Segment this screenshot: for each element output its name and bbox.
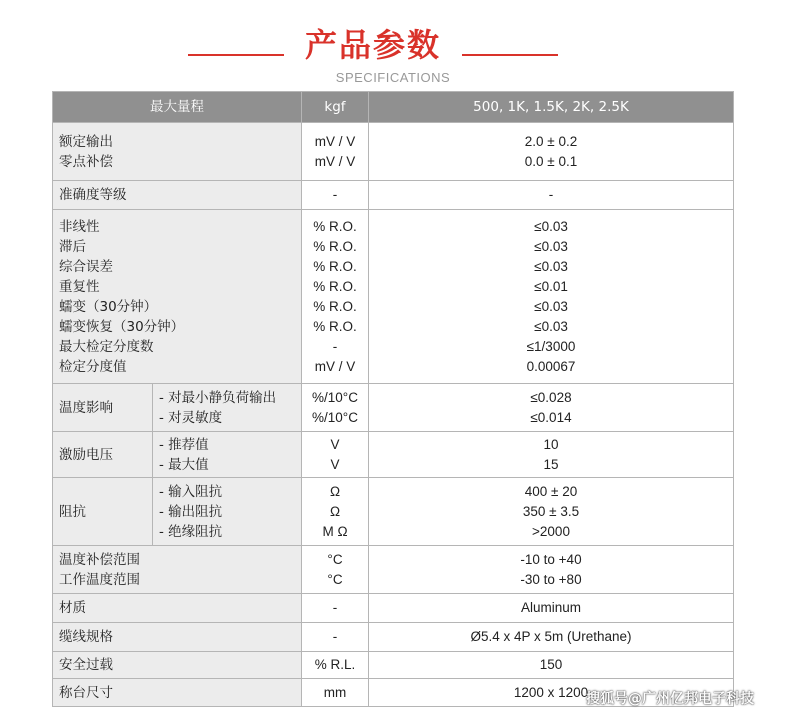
unit-cell: mV / V (314, 133, 356, 149)
unit-cell: % R.O. (313, 238, 357, 254)
row-value-impedance (369, 478, 734, 546)
unit-cell: Ω (329, 483, 341, 499)
unit-cell: - (302, 181, 369, 210)
unit-cell: °C (327, 571, 343, 587)
value-cell: ≤0.03 (534, 218, 568, 234)
table-row (53, 181, 734, 210)
value-cell: >2000 (532, 523, 570, 539)
sub-label: - 输入阻抗 (159, 483, 223, 500)
unit-cell: %/10°C (312, 409, 358, 425)
unit-cell: % R.O. (313, 258, 357, 274)
table-row (53, 384, 734, 432)
label-impedance: 阻抗 (53, 478, 153, 546)
unit-cell: mm (302, 679, 369, 707)
value-cell: ≤0.028 (530, 389, 572, 405)
watermark: 搜狐号@广州亿邦电子科技 (586, 691, 754, 707)
table-header-row (53, 92, 734, 123)
value-cell: 0.00067 (526, 358, 576, 374)
label-accuracy: 准确度等级 (53, 181, 302, 210)
row-value-output (369, 123, 734, 181)
value-cell: ≤0.03 (534, 258, 568, 274)
table-row (53, 123, 734, 181)
title-divider-right (462, 54, 558, 56)
unit-cell: % R.O. (313, 298, 357, 314)
value-cell: -10 to +40 (520, 551, 582, 567)
unit-cell: - (302, 623, 369, 652)
value-cell: ≤1/3000 (526, 338, 576, 354)
row-unit-temp-range (302, 546, 369, 594)
header-unit: kgf (302, 92, 369, 123)
label-compensated-range: 温度补偿范围 (59, 551, 140, 568)
value-cell: 400 ± 20 (524, 483, 578, 499)
row-label-linearity (53, 210, 302, 384)
sub-label: - 输出阻抗 (159, 503, 223, 520)
title-divider-left (188, 54, 284, 56)
label-platform-size: 称台尺寸 (53, 679, 302, 707)
row-sub-temp-effect (153, 384, 302, 432)
value-cell: -30 to +80 (520, 571, 582, 587)
row-value-temp-effect (369, 384, 734, 432)
row-unit-temp-effect (302, 384, 369, 432)
row-sub-impedance (153, 478, 302, 546)
sub-label: - 对灵敏度 (159, 409, 223, 426)
row-label-temp-range (53, 546, 302, 594)
sub-label: - 最大值 (159, 456, 209, 473)
table-row (53, 546, 734, 594)
spec-table (52, 91, 734, 707)
value-cell: ≤0.03 (534, 238, 568, 254)
value-cell: ≤0.014 (530, 409, 572, 425)
header-value: 500, 1K, 1.5K, 2K, 2.5K (369, 92, 734, 123)
value-cell: 150 (369, 652, 734, 679)
row-value-linearity (369, 210, 734, 384)
sub-label: - 绝缘阻抗 (159, 523, 223, 540)
title-block (0, 14, 786, 74)
table-row (53, 478, 734, 546)
label-creep-recovery: 蠕变恢复（30分钟） (59, 318, 185, 335)
row-sub-excitation (153, 432, 302, 478)
row-label-output (53, 123, 302, 181)
table-row (53, 432, 734, 478)
label-zero-balance: 零点补偿 (59, 153, 113, 170)
unit-cell: V (330, 436, 340, 452)
table-row (53, 623, 734, 652)
label-material: 材质 (53, 594, 302, 623)
row-unit-linearity (302, 210, 369, 384)
label-excitation: 激励电压 (53, 432, 153, 478)
value-cell: ≤0.03 (534, 318, 568, 334)
value-cell: Ø5.4 x 4P x 5m (Urethane) (369, 623, 734, 652)
label-nonlinearity: 非线性 (59, 218, 100, 235)
unit-cell: % R.O. (313, 278, 357, 294)
label-repeatability: 重复性 (59, 278, 100, 295)
label-operating-range: 工作温度范围 (59, 571, 140, 588)
value-cell: - (369, 181, 734, 210)
unit-cell: % R.L. (302, 652, 369, 679)
table-row (53, 594, 734, 623)
row-value-excitation (369, 432, 734, 478)
row-value-temp-range (369, 546, 734, 594)
row-unit-excitation (302, 432, 369, 478)
row-unit-output (302, 123, 369, 181)
unit-cell: °C (327, 551, 343, 567)
unit-cell: Ω (329, 503, 341, 519)
label-max-divisions: 最大检定分度数 (59, 338, 154, 355)
label-verification-interval: 检定分度值 (59, 358, 127, 375)
value-cell: 0.0 ± 0.1 (524, 153, 578, 169)
label-rated-output: 额定输出 (59, 133, 113, 150)
unit-cell: % R.O. (313, 218, 357, 234)
label-temp-effect: 温度影响 (53, 384, 153, 432)
table-row (53, 210, 734, 384)
unit-cell: mV / V (314, 358, 356, 374)
page-title: 产品参数 (304, 26, 441, 64)
value-cell: ≤0.03 (534, 298, 568, 314)
table-row (53, 652, 734, 679)
value-cell: ≤0.01 (534, 278, 568, 294)
value-cell: 350 ± 3.5 (522, 503, 580, 519)
label-safe-overload: 安全过载 (53, 652, 302, 679)
label-combined-error: 综合误差 (59, 258, 113, 275)
label-creep: 蠕变（30分钟） (59, 298, 158, 315)
value-cell: 10 (543, 436, 559, 452)
sub-label: - 对最小静负荷输出 (159, 389, 277, 406)
unit-cell: %/10°C (312, 389, 358, 405)
value-cell: 2.0 ± 0.2 (524, 133, 578, 149)
sub-label: - 推荐值 (159, 436, 209, 453)
page-subtitle: SPECIFICATIONS (335, 70, 451, 85)
label-hysteresis: 滞后 (59, 238, 86, 255)
unit-cell: - (302, 594, 369, 623)
unit-cell: mV / V (314, 153, 356, 169)
unit-cell: - (332, 338, 338, 354)
label-cable: 缆线规格 (53, 623, 302, 652)
value-cell: 15 (543, 456, 559, 472)
unit-cell: % R.O. (313, 318, 357, 334)
unit-cell: V (330, 456, 340, 472)
header-label: 最大量程 (53, 92, 302, 123)
unit-cell: M Ω (322, 523, 348, 539)
row-unit-impedance (302, 478, 369, 546)
value-cell: 1200 x 1200 (369, 679, 734, 707)
value-cell: Aluminum (369, 594, 734, 623)
